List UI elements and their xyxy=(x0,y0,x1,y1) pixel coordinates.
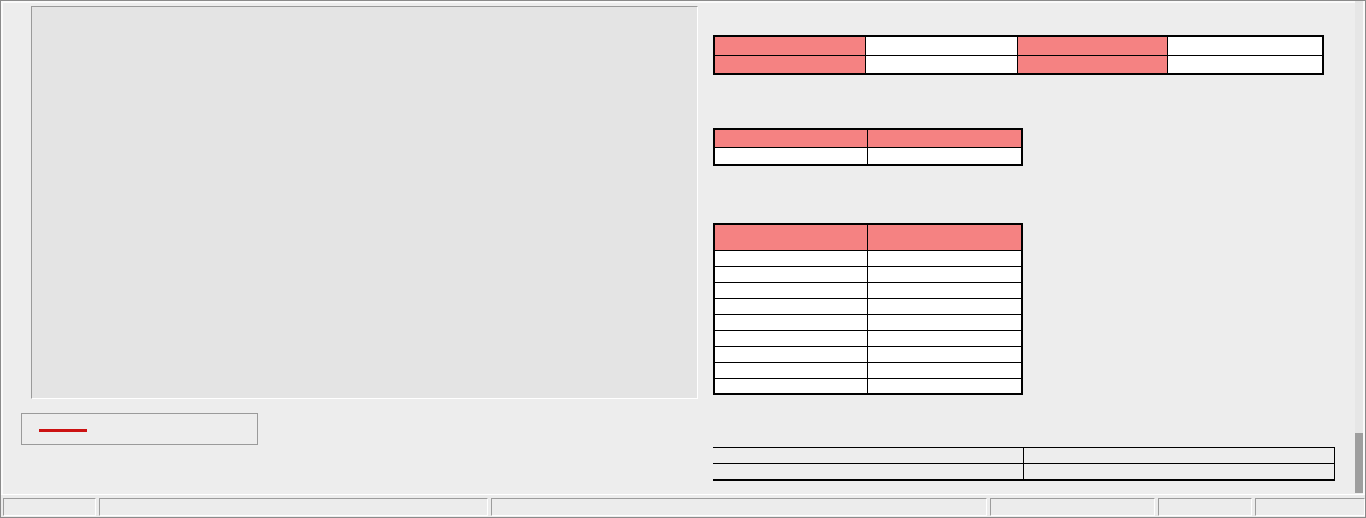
date-time-test-value xyxy=(1023,448,1334,464)
shear-rate-cell xyxy=(714,266,867,282)
facility-id-label xyxy=(714,55,865,74)
status-blank-panel xyxy=(990,498,1155,516)
viscosity-cell xyxy=(867,250,1022,266)
status-time xyxy=(1255,498,1365,516)
table-row xyxy=(714,250,1022,266)
viscosity-cell xyxy=(867,346,1022,362)
disposable-tube-id-value xyxy=(1023,464,1334,480)
table-row xyxy=(714,378,1022,394)
table-row xyxy=(714,147,1022,165)
status-app-name xyxy=(3,498,96,516)
status-research-notice xyxy=(99,498,488,516)
table-row xyxy=(713,464,1334,480)
table-row xyxy=(714,55,1323,74)
viscosity-cell xyxy=(867,266,1022,282)
shear-rate-header xyxy=(714,224,867,250)
table-row xyxy=(714,36,1323,55)
table-row xyxy=(713,448,1334,464)
diastolic-header xyxy=(867,129,1022,147)
viscosity-cell xyxy=(867,282,1022,298)
viscosity-cell xyxy=(867,330,1022,346)
shear-rate-cell xyxy=(714,330,867,346)
date-time-test-label xyxy=(713,448,1023,464)
age-label xyxy=(1017,55,1167,74)
systolic-value xyxy=(714,147,867,165)
sex-value xyxy=(1167,36,1323,55)
table-row xyxy=(714,314,1022,330)
viscosity-cell xyxy=(867,298,1022,314)
viscosity-cell xyxy=(867,362,1022,378)
patient-cp-header xyxy=(867,224,1022,250)
subject-identification-table xyxy=(713,35,1324,75)
shear-rate-cell xyxy=(714,298,867,314)
test-file-information-table xyxy=(713,447,1335,481)
shear-rate-cell xyxy=(714,378,867,394)
shear-viscosity-chart-panel xyxy=(31,6,698,399)
status-date xyxy=(1158,498,1252,516)
shear-rate-cell xyxy=(714,314,867,330)
table-row xyxy=(714,330,1022,346)
chart-legend xyxy=(21,413,258,445)
shear-viscosity-table xyxy=(713,223,1023,395)
patient-id-label xyxy=(714,36,865,55)
blood-viscosity-table xyxy=(713,128,1023,166)
systolic-header xyxy=(714,129,867,147)
shear-rate-cell xyxy=(714,250,867,266)
patient-id-value xyxy=(865,36,1017,55)
disposable-tube-id-label xyxy=(713,464,1023,480)
status-record-info xyxy=(491,498,987,516)
shear-viscosity-chart xyxy=(32,7,697,398)
status-bar xyxy=(1,494,1365,517)
table-row xyxy=(714,266,1022,282)
table-row xyxy=(714,298,1022,314)
shear-rate-cell xyxy=(714,362,867,378)
shear-rate-cell xyxy=(714,282,867,298)
sex-label xyxy=(1017,36,1167,55)
scrollbar-thumb[interactable] xyxy=(1355,433,1363,493)
viscosity-cell xyxy=(867,314,1022,330)
table-row xyxy=(714,129,1022,147)
table-row xyxy=(714,362,1022,378)
table-row xyxy=(714,346,1022,362)
table-header-row xyxy=(714,224,1022,250)
viscosity-cell xyxy=(867,378,1022,394)
age-value xyxy=(1167,55,1323,74)
patient-profile-line-swatch xyxy=(39,429,87,432)
table-row xyxy=(714,282,1022,298)
diastolic-value xyxy=(867,147,1022,165)
facility-id-value xyxy=(865,55,1017,74)
vertical-scrollbar[interactable] xyxy=(1355,1,1363,493)
shear-rate-cell xyxy=(714,346,867,362)
